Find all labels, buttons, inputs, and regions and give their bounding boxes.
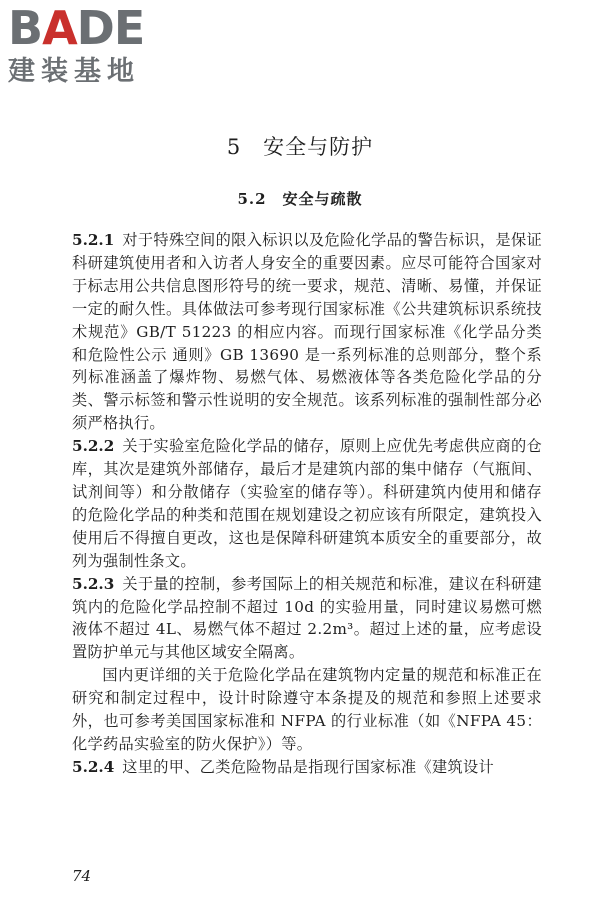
page-number: 74 xyxy=(72,867,92,885)
clause-number: 5.2.3 xyxy=(72,574,115,593)
clause-text: 国内更详细的关于危险化学品在建筑物内定量的规范和标准正在研究和制定过程中，设计时除遵守本条提及的规范和参照上述要求外，也可参考美国国家标准和 NFPA 的行业标准（如《NFPA 45：化学药品实验室的防火保护》）等。 xyxy=(72,666,542,753)
clause-text: 对于特殊空间的限入标识以及危险化学品的警告标识，是保证科研建筑使用者和入访者人身安全的重要因素。应尽可能符合国家对于标志用公共信息图形符号的统一要求，规范、清晰、易懂，并保证一定的耐久性。具体做法可参考现行国家标准《公共建筑标识系统技术规范》GB/T 51223 的相应内容。而现行国家标准《化学品分类和危险性公示 通则》GB 13690 是一系列标准的总则部分，整个系列标准涵盖了爆炸物、易燃气体、易燃液体等各类危险化学品的分类、警示标签和警示性说明的安全规范。该系列标准的强制性部分必须严格执行。 xyxy=(72,231,542,433)
clause-5-2-3 xyxy=(72,573,542,665)
bade-logo xyxy=(8,1,178,90)
clause-number: 5.2.4 xyxy=(72,757,115,776)
clause-5-2-4 xyxy=(72,756,542,779)
chapter-title: 5 安全与防护 xyxy=(226,135,374,159)
clause-5-2-1 xyxy=(72,229,542,435)
clause-text: 这里的甲、乙类危险物品是指现行国家标准《建筑设计 xyxy=(122,757,494,776)
document-body xyxy=(72,229,542,779)
clause-5-2-3-continued xyxy=(72,664,542,756)
clause-text: 关于实验室危险化学品的储存，原则上应优先考虑供应商的仓库，其次是建筑外部储存，最后才是建筑内部的集中储存（气瓶间、试剂间等）和分散储存（实验室的储存等）。科研建筑内使用和储存的危险化学品的种类和范围在规划建设之初应该有所限定，建筑投入使用后不得擅自更改，这也是保障科研建筑本质安全的重要部分，故列为强制性条文。 xyxy=(72,437,542,570)
clause-number: 5.2.2 xyxy=(72,437,115,456)
logo-wordmark: BADE xyxy=(8,1,145,55)
section-title: 5.2 安全与疏散 xyxy=(237,190,363,208)
logo-subtitle: 建装基地 xyxy=(8,56,140,87)
clause-text: 关于量的控制，参考国际上的相关规范和标准，建议在科研建筑内的危险化学品控制不超过 10d 的实验用量，同时建议易燃可燃液体不超过 4L、易燃气体不超过 2.2m³。超过上述的量，应考虑设置防护单元与其他区域安全隔离。 xyxy=(72,574,542,662)
clause-5-2-2 xyxy=(72,435,542,572)
clause-number: 5.2.1 xyxy=(72,231,115,249)
